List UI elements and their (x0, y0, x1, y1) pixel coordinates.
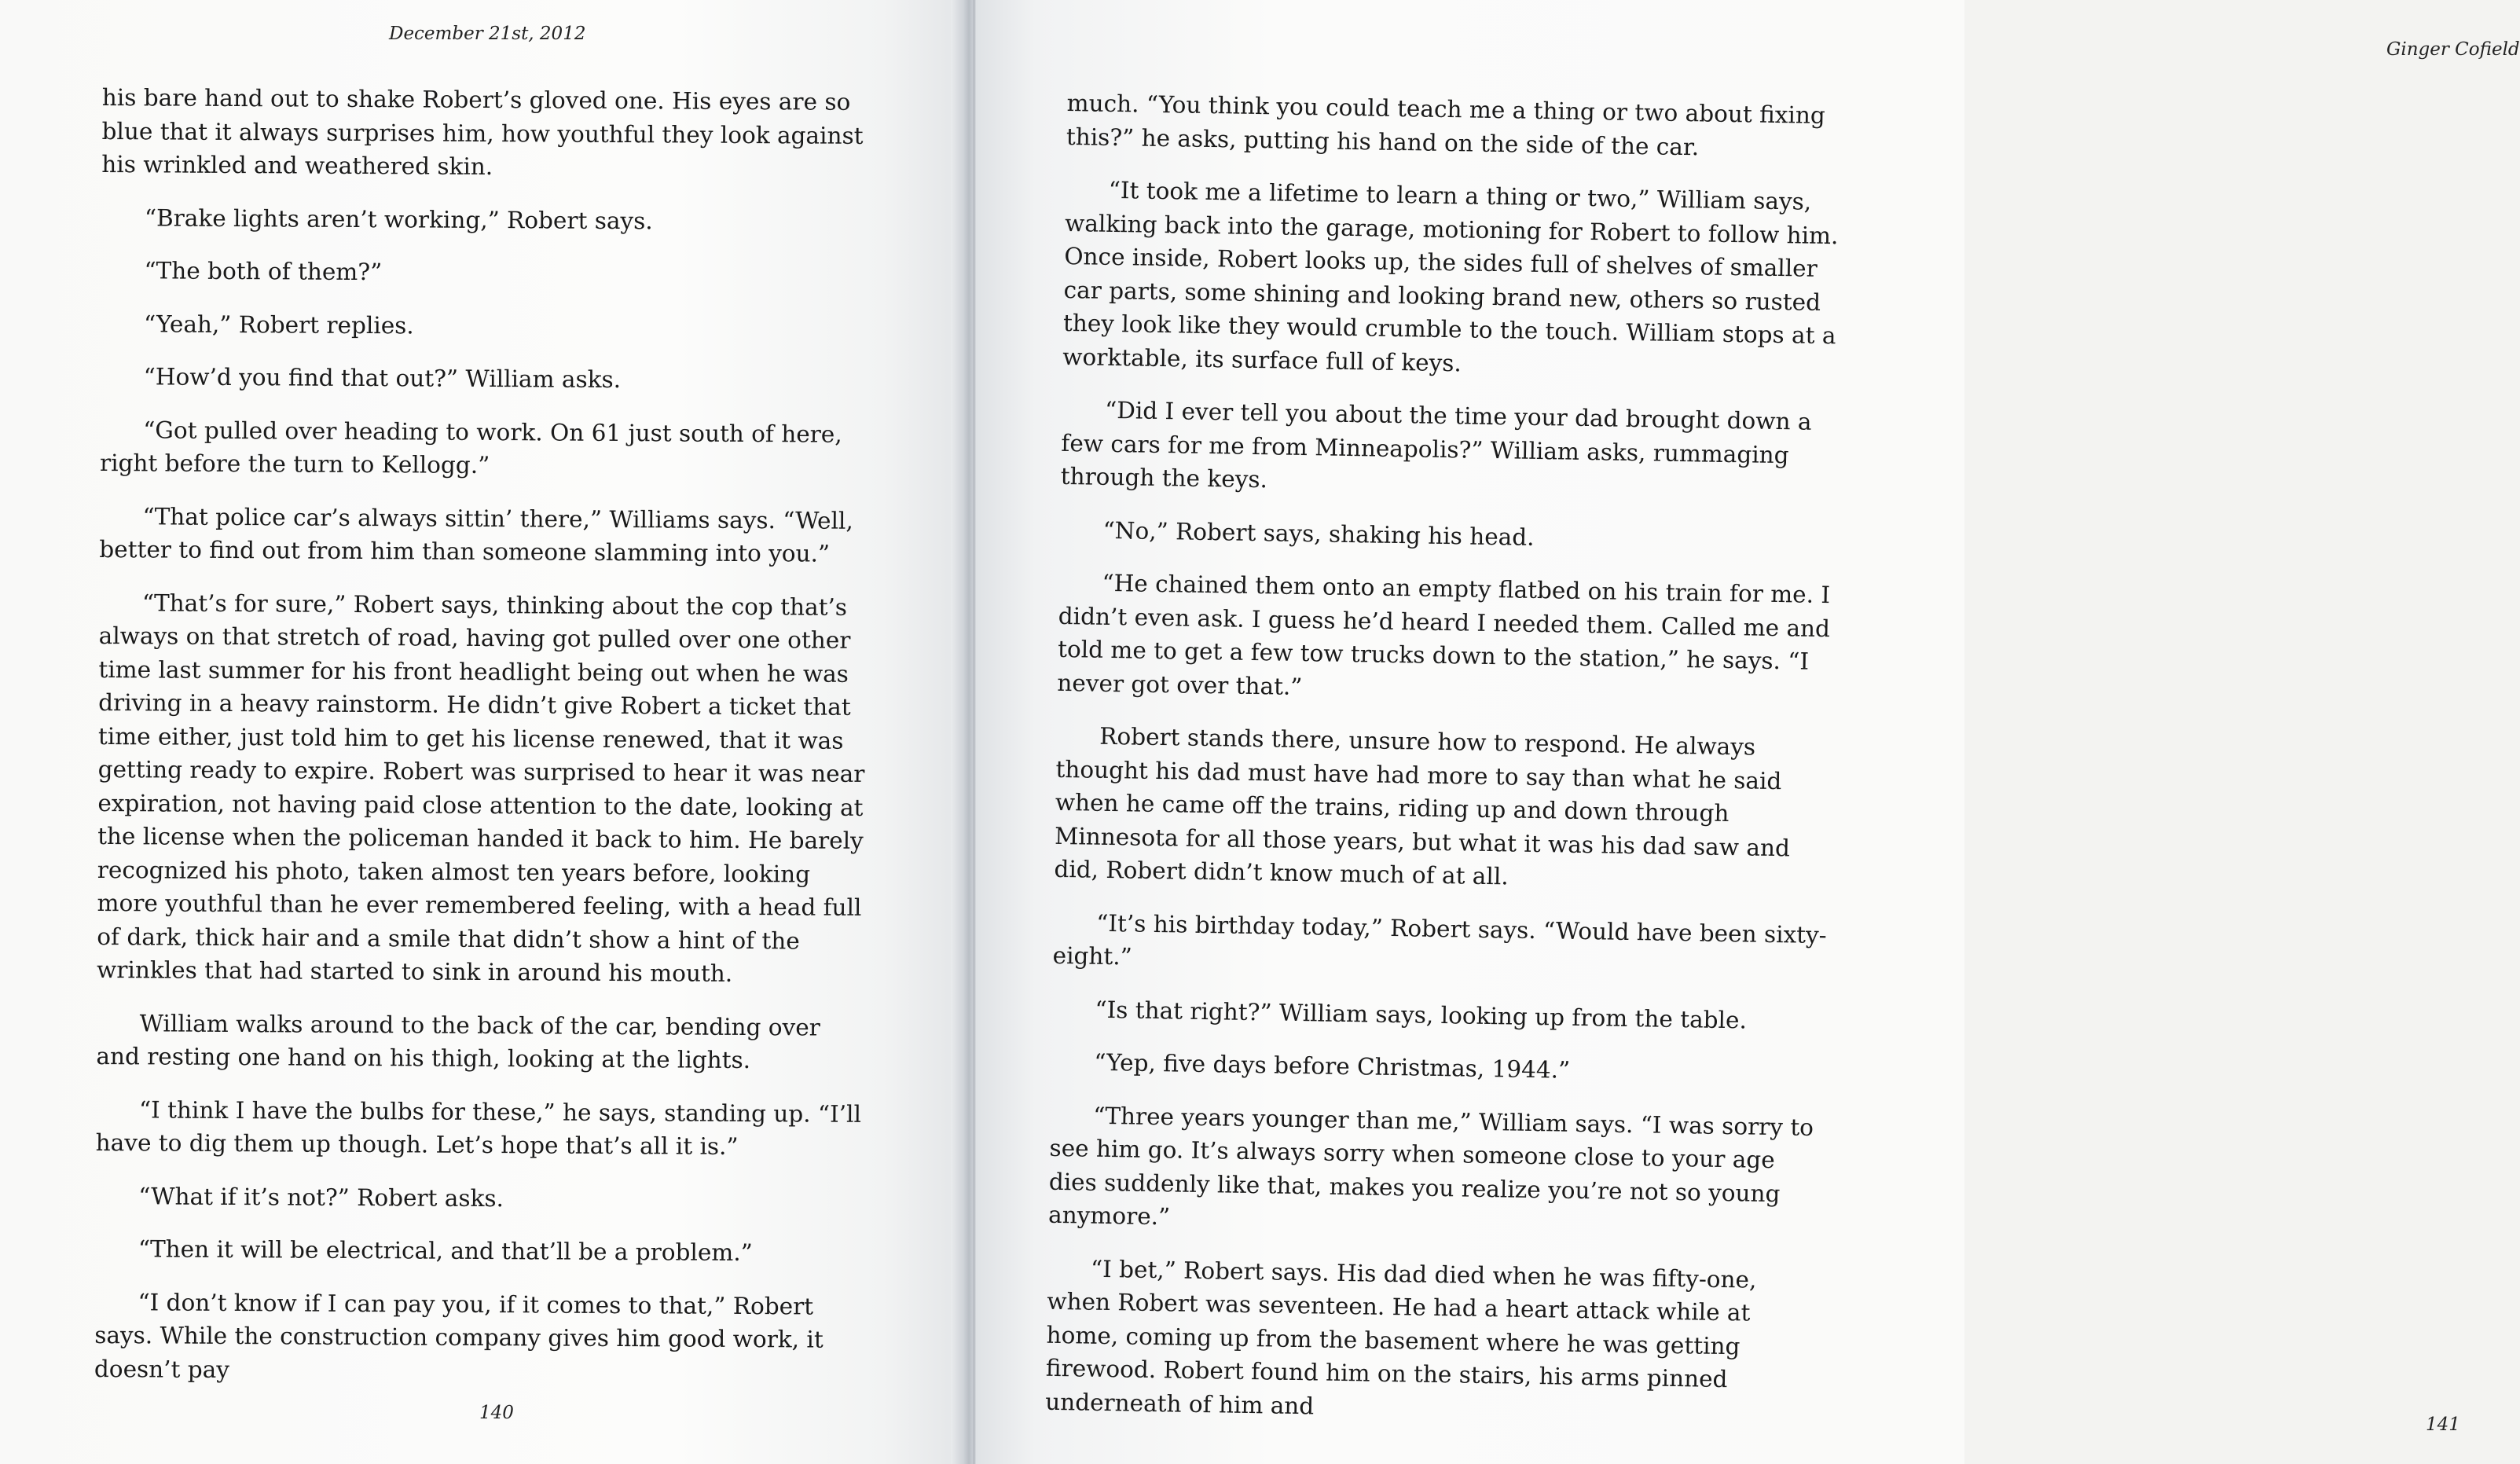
paragraph: “That police car’s always sittin’ there,” Williams says. “Well, better to find out from him than someone slamming into you.” (99, 502, 853, 567)
paragraph: William walks around to the back of the car, bending over and resting one hand on his thigh, looking at the lights. (96, 1009, 820, 1074)
paragraph: “What if it’s not?” Robert asks. (138, 1182, 504, 1212)
paragraph: “Brake lights aren’t working,” Robert says. (144, 204, 653, 234)
paragraph: “Yeah,” Robert replies. (144, 310, 414, 339)
paragraph: much. “You think you could teach me a thing or two about fixing this?” he asks, putting his hand on the side of the car. (1066, 89, 1826, 160)
paragraph: “I think I have the bulbs for these,” he says, standing up. “I’ll have to dig them up though. Let’s hope that’s all it is.” (95, 1095, 862, 1160)
paragraph: “The both of them?” (144, 257, 383, 286)
running-head-right: Ginger Cofield (2386, 39, 2520, 60)
running-head-left: December 21st, 2012 (389, 24, 586, 44)
paragraph: Robert stands there, unsure how to respond. He always thought his dad must have had more to say than what he said when he came off the trains, riding up and down through Minnesota for all those years, but what it was his dad saw and did, Robert didn’t know much of at all. (1054, 722, 1791, 890)
page-number-right: 141 (2426, 1414, 2460, 1435)
paragraph: “No,” Robert says, shaking his head. (1102, 516, 1535, 551)
paragraph: “It took me a lifetime to learn a thing or two,” William says, walking back into the garage, motioning for Robert to follow him. Once inside, Robert looks up, the sides full of shelves of smaller car parts, some shining and looking brand new, others so rusted they look like they would crumble to the touch. William stops at a worktable, its surface full of keys. (1062, 176, 1839, 376)
paragraph: “How’d you find that out?” William asks. (143, 363, 622, 394)
paragraph: “I don’t know if I can pay you, if it comes to that,” Robert says. While the construction company gives him good work, it doesn’t pay (94, 1288, 823, 1383)
paragraph: “Then it will be electrical, and that’ll be a problem.” (138, 1235, 753, 1267)
paragraph: “Got pulled over heading to work. On 61 just south of here, right before the turn to Kellogg.” (99, 416, 842, 479)
paragraph: “Did I ever tell you about the time your dad brought down a few cars for me from Minneapolis?” William asks, rummaging through the keys. (1060, 396, 1812, 494)
paragraph: “I bet,” Robert says. His dad died when he was fifty-one, when Robert was seventeen. He had a heart attack while at home, coming up from the basement where he was getting firewood. Robert found him on the stairs, his arms pinned underneath of him and (1044, 1255, 1757, 1419)
page-number-left: 140 (479, 1403, 514, 1423)
paragraph: “He chained them onto an empty flatbed on his train for me. I didn’t even ask. I guess he’d heard I needed them. Called me and told me to get a few tow trucks down to the station,” he says. “I never got over that.” (1057, 569, 1831, 700)
page-edge (973, 0, 975, 1464)
paragraph: “Is that right?” William says, looking up from the table. (1095, 996, 1748, 1034)
left-page (0, 0, 960, 1464)
paragraph: his bare hand out to shake Robert’s gloved one. His eyes are so blue that it always surprises him, how youthful they look against his wrinkled and weathered skin. (101, 83, 864, 181)
right-page-body (1044, 86, 1844, 1451)
left-page-body (94, 81, 872, 1410)
paragraph: “It’s his birthday today,” Robert says. “Would have been sixty-eight.” (1052, 909, 1827, 970)
paragraph: “That’s for sure,” Robert says, thinking about the cop that’s always on that stretch of road, having got pulled over one other time last summer for his front headlight being out when he was driving in a heavy rainstorm. He didn’t give Robert a ticket that time either, just told him to get his license renewed, that it was getting ready to expire. Robert was surprised to hear it was near expiration, not having paid close attention to the date, looking at the license when the policeman handed it back to him. He barely recognized his photo, taken almost ten years before, looking more youthful than he ever remembered feeling, with a head full of dark, thick hair and a smile that didn’t show a hint of the wrinkles that had started to sink in around his mouth. (96, 589, 865, 987)
paragraph: “Three years younger than me,” William says. “I was sorry to see him go. It’s always sorry when someone close to your age dies suddenly like that, makes you realize you’re not so young anymore.” (1047, 1102, 1814, 1231)
paragraph: “Yep, five days before Christmas, 1944.” (1094, 1048, 1571, 1084)
